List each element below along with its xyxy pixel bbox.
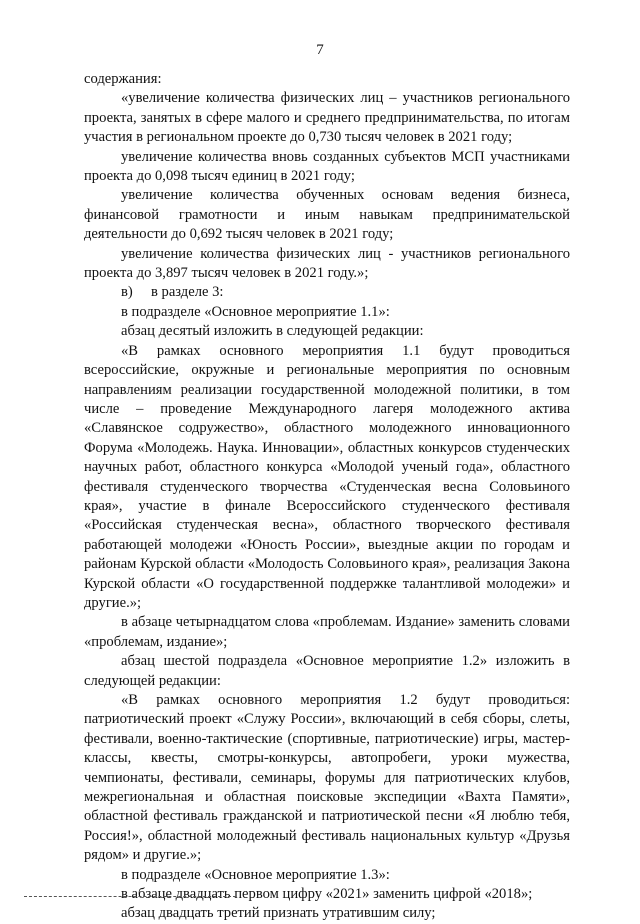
list-item: в) в разделе 3: — [121, 284, 224, 301]
paragraph: в подразделе «Основное мероприятие 1.1»: — [121, 303, 390, 320]
paragraph: «увеличение количества физических лиц – участников регионального проекта, занятых в сфере малого и среднего предпринимательства, по итогам участия в региональном проекте до 0,730 тысяч человек в 2021 году; — [84, 90, 570, 146]
page-number: 7 — [316, 42, 324, 58]
paragraph: абзац десятый изложить в следующей редакции: — [121, 323, 424, 340]
paragraph: «В рамках основного мероприятия 1.1 будут проводиться всероссийские, окружные и региональные мероприятия по основным направлениям реализации государственной молодежной политики, в том числе – проведение Международного лагеря молодежного актива «Славянское содружество», областного молодежного инновационного Форума «Молодежь. Наука. Инновации», областных конкурсов студенческих научных работ, областного конкурса «Молодой ученый года», областного фестиваля студенческого творчества «Студенческая весна Соловьиного края», участие в финале Всероссийского студенческого фестиваля «Российская студенческая весна», областного творческого фестиваля работающей молодежи «Юность России», выездные акции по городам и районам Курской области «Молодость Соловьиного края», реализация Закона Курской области «О государственной поддержке талантливой молодежи» и другие.»; — [84, 342, 570, 611]
paragraph: увеличение количества вновь созданных субъектов МСП участниками проекта до 0,098 тысяч единиц в 2021 году; — [84, 148, 570, 185]
paragraph: содержания: — [84, 71, 162, 87]
paragraph: абзац шестой подраздела «Основное мероприятие 1.2» изложить в следующей редакции: — [84, 653, 570, 689]
footer-divider — [24, 896, 236, 897]
paragraph: увеличение количества обученных основам ведения бизнеса, финансовой грамотности и иным навыкам предпринимательской деятельности до 0,692 тысяч человек в 2021 году; — [84, 187, 570, 243]
paragraph: в абзаце двадцать первом цифру «2021» заменить цифрой «2018»; — [121, 886, 533, 903]
paragraph: увеличение количества физических лиц - участников регионального проекта до 3,897 тысяч человек в 2021 году.»; — [84, 245, 570, 282]
paragraph: абзац двадцать третий признать утратившим силу; — [121, 905, 436, 922]
document-body — [84, 70, 570, 924]
paragraph: в подразделе «Основное мероприятие 1.3»: — [121, 866, 390, 883]
paragraph: в абзаце четырнадцатом слова «проблемам. Издание» заменить словами «проблемам, издание»; — [84, 614, 570, 650]
paragraph: «В рамках основного мероприятия 1.2 будут проводиться: патриотический проект «Служу России», включающий в себя сборы, слеты, фестивали, военно-тактические (спортивные, патриотические) игры, мастер-классы, квесты, смотры-конкурсы, автопробеги, уроки мужества, чемпионаты, фестивали, семинары, форумы для патриотических клубов, межрегиональная и областная поисковые экспедиции «Вахта Памяти», областной фестиваль гражданской и патриотической песни «Я люблю тебя, Россия!», областной молодежный фестиваль национальных культур «Друзья рядом» и другие.»; — [84, 692, 570, 864]
